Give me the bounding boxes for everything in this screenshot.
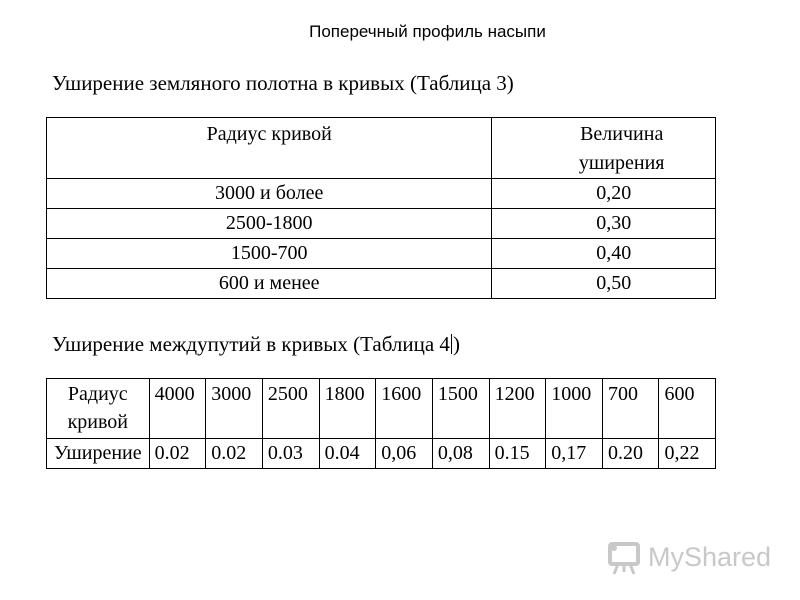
radius-cell: 3000	[206, 379, 263, 439]
radius-cell: 3000 и более	[47, 179, 492, 209]
header-value-line1: Величина	[580, 123, 664, 145]
myshared-logo	[606, 538, 772, 578]
radius-row-label: Радиус кривой	[47, 379, 150, 439]
radius-cell: 2500	[262, 379, 319, 439]
radius-cell: 600 и менее	[47, 269, 492, 299]
radius-cell: 1000	[546, 379, 603, 439]
widening-cell: 0.03	[262, 439, 319, 469]
page-title: Поперечный профиль насыпи	[309, 22, 546, 41]
value-cell: 0,20	[492, 179, 716, 209]
radius-cell: 1500	[432, 379, 489, 439]
widening-cell: 0,17	[546, 439, 603, 469]
radius-cell: 600	[659, 379, 716, 439]
widening-cell: 0,22	[659, 439, 716, 469]
table-row	[47, 239, 716, 269]
table-row	[47, 209, 716, 239]
logo-text: MyShared	[648, 542, 772, 572]
widening-cell: 0.02	[149, 439, 206, 469]
table-header-row	[47, 118, 716, 179]
value-cell: 0,50	[492, 269, 716, 299]
table3-heading: Уширение земляного полотна в кривых (Таблица 3)	[52, 71, 514, 95]
presentation-board-icon	[606, 540, 644, 576]
table-row	[47, 269, 716, 299]
radius-cell: 1600	[376, 379, 433, 439]
value-cell: 0,30	[492, 209, 716, 239]
radius-cell: 4000	[149, 379, 206, 439]
radius-cell: 2500-1800	[47, 209, 492, 239]
text-cursor	[451, 334, 452, 354]
widening-row-label: Уширение	[47, 439, 150, 469]
widening-row	[47, 439, 716, 469]
radius-cell: 1200	[489, 379, 546, 439]
track-spacing-table	[46, 378, 716, 469]
table4-heading: Уширение междупутий в кривых (Таблица 4 )	[52, 332, 460, 356]
widening-cell: 0.15	[489, 439, 546, 469]
widening-cell: 0,08	[432, 439, 489, 469]
header-radius: Радиус кривой	[47, 118, 492, 179]
widening-cell: 0.04	[319, 439, 376, 469]
radius-cell: 700	[602, 379, 659, 439]
curve-widening-table	[46, 117, 716, 299]
header-value-line2: уширения	[578, 152, 665, 174]
radius-row	[47, 379, 716, 439]
value-cell: 0,40	[492, 239, 716, 269]
radius-cell: 1800	[319, 379, 376, 439]
widening-cell: 0.02	[206, 439, 263, 469]
header-value	[492, 118, 716, 179]
radius-cell: 1500-700	[47, 239, 492, 269]
widening-cell: 0.20	[602, 439, 659, 469]
widening-cell: 0,06	[376, 439, 433, 469]
table-row	[47, 179, 716, 209]
